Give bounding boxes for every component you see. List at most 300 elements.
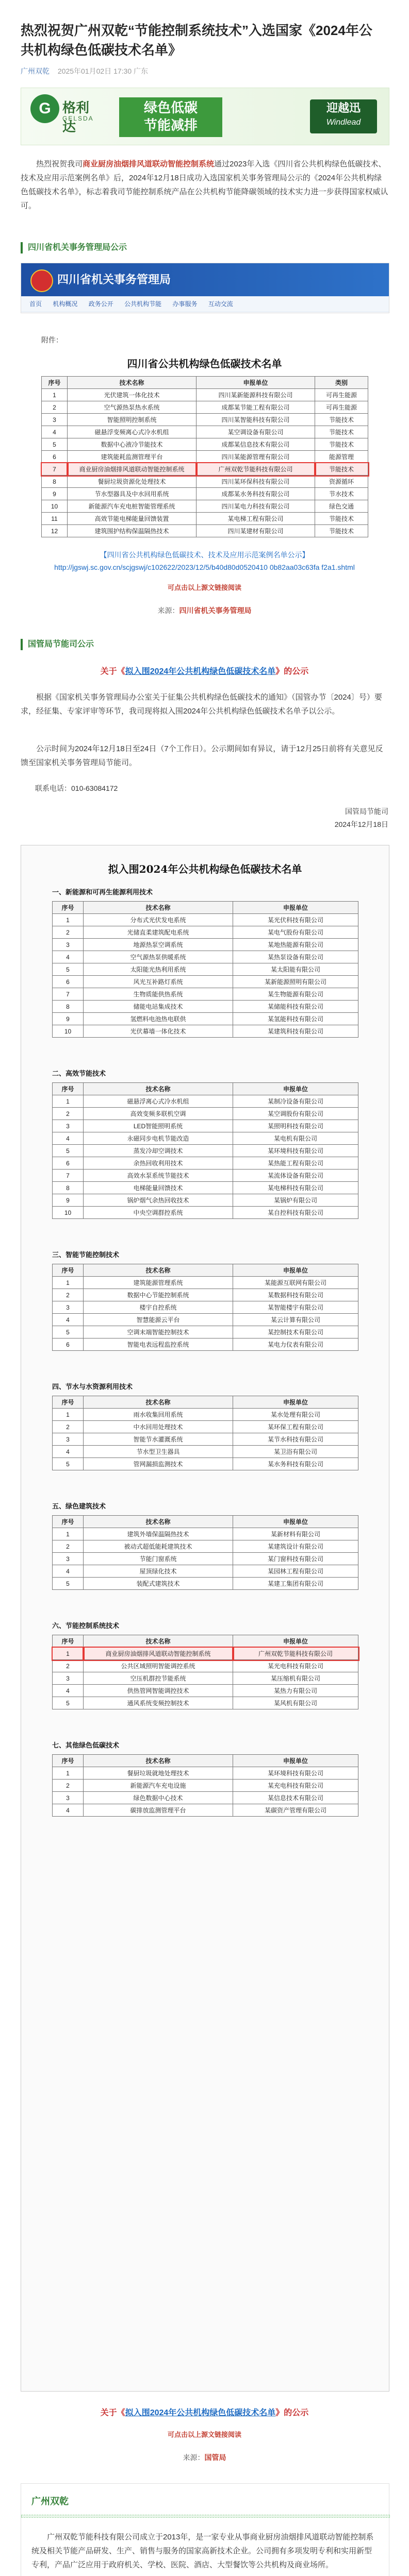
table-cell: LED智能照明系统 xyxy=(84,1120,233,1132)
table-cell: 某电气股份有限公司 xyxy=(233,926,358,939)
table-row xyxy=(53,1207,358,1219)
brand2-en: Windlead xyxy=(326,118,361,127)
table-cell: 电梯能量回馈技术 xyxy=(84,1182,233,1194)
table-cell: 4 xyxy=(53,1804,84,1817)
table-cell: 8 xyxy=(42,476,68,488)
table-cell: 太阳能光热利用系统 xyxy=(84,963,233,976)
table-cell: 2 xyxy=(53,1780,84,1792)
table-cell: 5 xyxy=(53,1458,84,1470)
table-cell: 节能技术 xyxy=(315,438,368,451)
table-cell: 某太阳能有限公司 xyxy=(233,963,358,976)
table-cell: 2 xyxy=(53,926,84,939)
company-card-title: 广州双乾 xyxy=(31,2496,69,2506)
table-row xyxy=(53,1458,358,1470)
table-cell: 某风机有限公司 xyxy=(233,1697,358,1709)
category-table xyxy=(52,1082,358,1219)
windlead-logo xyxy=(310,99,377,133)
table-cell: 2 xyxy=(53,1421,84,1433)
company-intro-card xyxy=(21,2483,389,2576)
table-cell: 某光伏科技有限公司 xyxy=(233,914,358,926)
table-row xyxy=(53,1660,358,1672)
notice-title-link[interactable]: 拟入围2024年公共机构绿色低碳技术名单 xyxy=(125,667,276,676)
table-row xyxy=(42,426,368,438)
table-cell: 某建筑科技有限公司 xyxy=(233,1025,358,1038)
card-divider xyxy=(21,2515,390,2518)
table-cell: 蒸发冷却空调技术 xyxy=(84,1145,233,1157)
section-heading-sichuan: 四川省机关事务管理局公示 xyxy=(21,242,127,253)
table-cell: 楼宇自控系统 xyxy=(84,1301,233,1314)
source-prefix: 来源： xyxy=(183,2453,205,2462)
table-cell: 数据中心节能控制系统 xyxy=(84,1289,233,1301)
table-cell: 某环境科技有限公司 xyxy=(233,1767,358,1780)
doc1-source xyxy=(21,605,388,616)
table-cell: 3 xyxy=(53,1553,84,1565)
table-cell: 某能源互联网有限公司 xyxy=(233,1277,358,1289)
table-row xyxy=(53,1767,358,1780)
table-header-row xyxy=(53,1396,358,1409)
table-cell: 某空调股份有限公司 xyxy=(233,1108,358,1120)
table-cell: 某自控科技有限公司 xyxy=(233,1207,358,1219)
table-cell: 地源热泵空调系统 xyxy=(84,939,233,951)
table-cell: 建筑围护结构保温隔热技术 xyxy=(68,525,197,537)
category-table xyxy=(52,1264,358,1351)
category-table xyxy=(52,1515,358,1590)
table-cell: 四川某能源管理有限公司 xyxy=(197,451,315,463)
table-row xyxy=(53,1565,358,1578)
col-header: 申报单位 xyxy=(233,1516,358,1528)
table-row xyxy=(53,1528,358,1540)
table-cell: 节能技术 xyxy=(315,513,368,525)
table-row xyxy=(53,1446,358,1458)
table-cell: 餐厨垃圾资源化处理技术 xyxy=(68,476,197,488)
table-row xyxy=(53,1277,358,1289)
table-cell: 某信息技术有限公司 xyxy=(233,1792,358,1804)
col-header: 序号 xyxy=(53,1083,84,1095)
table-cell: 光伏建筑一体化技术 xyxy=(68,389,197,401)
national-emblem-icon xyxy=(30,269,53,292)
table-row xyxy=(42,476,368,488)
table-cell: 某电机有限公司 xyxy=(233,1132,358,1145)
table-cell: 8 xyxy=(53,1001,84,1013)
table-row xyxy=(53,1685,358,1697)
category-heading: 一、新能源和可再生能源利用技术 xyxy=(52,888,153,896)
table-cell: 某环境科技有限公司 xyxy=(233,1145,358,1157)
table-cell: 四川某智能科技有限公司 xyxy=(197,414,315,426)
logo-mark-icon: G xyxy=(30,94,59,123)
table-cell: 10 xyxy=(53,1207,84,1219)
table-cell: 生物质能供热系统 xyxy=(84,988,233,1001)
table-cell: 被动式超低能耗建筑技术 xyxy=(84,1540,233,1553)
table-cell: 某控制技术有限公司 xyxy=(233,1326,358,1338)
table-cell: 3 xyxy=(53,1301,84,1314)
category-heading: 二、高效节能技术 xyxy=(52,1070,106,1077)
table-cell: 某建工集团有限公司 xyxy=(233,1578,358,1590)
col-header: 序号 xyxy=(53,1516,84,1528)
table-cell: 节水型器具及中水回用系统 xyxy=(68,488,197,500)
table-cell: 绿色数据中心技术 xyxy=(84,1792,233,1804)
table-cell: 四川某电力科技有限公司 xyxy=(197,500,315,513)
table-cell: 智能电表远程监控系统 xyxy=(84,1338,233,1351)
table-cell: 某电梯科技有限公司 xyxy=(233,1182,358,1194)
table-cell: 成都某节能工程有限公司 xyxy=(197,401,315,414)
table-cell: 高效水泵系统节能技术 xyxy=(84,1170,233,1182)
gov-site-nav xyxy=(21,296,389,312)
col-header: 技术名称 xyxy=(84,1396,233,1409)
table-cell: 某碳资产管理有限公司 xyxy=(233,1804,358,1817)
table-cell: 10 xyxy=(53,1025,84,1038)
table-row xyxy=(53,1421,358,1433)
table-cell: 某电力仪表有限公司 xyxy=(233,1338,358,1351)
table-cell: 5 xyxy=(53,1326,84,1338)
col-header: 申报单位 xyxy=(233,902,358,914)
col-header: 序号 xyxy=(53,902,84,914)
table-row xyxy=(53,1792,358,1804)
table-cell: 节能技术 xyxy=(315,525,368,537)
table-cell: 某水处理有限公司 xyxy=(233,1409,358,1421)
table-cell: 中央空调群控系统 xyxy=(84,1207,233,1219)
table-cell: 6 xyxy=(53,976,84,988)
col-header: 技术名称 xyxy=(68,377,197,389)
table-cell: 节能技术 xyxy=(315,414,368,426)
table-cell: 餐厨垃圾就地处理技术 xyxy=(84,1767,233,1780)
article-title: 热烈祝贺广州双乾“节能控制系统技术”入选国家《2024年公共机构绿色低碳技术名单》 xyxy=(21,23,372,58)
table-row xyxy=(53,1338,358,1351)
table-cell: 某压缩机有限公司 xyxy=(233,1672,358,1685)
table-cell: 商业厨房油烟排风道联动智能控制系统 xyxy=(84,1648,233,1660)
doc1-title: 四川省公共机构绿色低碳技术名单 xyxy=(127,358,282,370)
table-cell: 余热回收利用技术 xyxy=(84,1157,233,1170)
table-cell: 3 xyxy=(53,1672,84,1685)
table-cell: 可再生能源 xyxy=(315,389,368,401)
table-cell: 7 xyxy=(53,1170,84,1182)
table-cell: 1 xyxy=(53,1095,84,1108)
table-row xyxy=(53,1120,358,1132)
table-row xyxy=(53,1025,358,1038)
notice-contact: 联系电话：010-63084172 xyxy=(35,784,118,792)
gov-site-name: 四川省机关事务管理局 xyxy=(57,273,171,286)
table-cell: 3 xyxy=(53,1792,84,1804)
table-cell: 某卫浴有限公司 xyxy=(233,1446,358,1458)
col-header: 序号 xyxy=(53,1635,84,1648)
table-row xyxy=(53,1157,358,1170)
table-row xyxy=(42,451,368,463)
notice-sign-date: 2024年12月18日 xyxy=(334,820,388,828)
table-cell: 氢燃料电池热电联供 xyxy=(84,1013,233,1025)
col-header: 类别 xyxy=(315,377,368,389)
col-header: 技术名称 xyxy=(84,1264,233,1277)
table-cell: 雨水收集回用系统 xyxy=(84,1409,233,1421)
table-cell: 2 xyxy=(53,1108,84,1120)
attachment-label: 附件： xyxy=(41,336,63,344)
table-cell: 高效变频多联机空调 xyxy=(84,1108,233,1120)
category-table xyxy=(52,1635,358,1709)
table-cell: 屋顶绿化技术 xyxy=(84,1565,233,1578)
table-header-row xyxy=(53,1264,358,1277)
table-cell: 光储直柔建筑配电系统 xyxy=(84,926,233,939)
table-cell: 4 xyxy=(42,426,68,438)
table-cell: 空调末端智能控制技术 xyxy=(84,1326,233,1338)
brand-en: GELSDA xyxy=(62,115,94,122)
col-header: 序号 xyxy=(53,1755,84,1767)
table-cell: 5 xyxy=(42,438,68,451)
table-row xyxy=(53,1697,358,1709)
intro-paragraph xyxy=(21,157,388,213)
table-cell: 新能源汽车充电桩智能管理系统 xyxy=(68,500,197,513)
table-row xyxy=(53,1301,358,1314)
table-row xyxy=(53,1170,358,1182)
table-cell: 某照明科技有限公司 xyxy=(233,1120,358,1132)
table-row xyxy=(53,963,358,976)
section-heading-national: 国管局节能司公示 xyxy=(21,639,94,650)
table-cell: 4 xyxy=(53,1132,84,1145)
gov-nav-item[interactable]: 互动交流 xyxy=(208,300,233,308)
read-original-1[interactable]: 可点击以上源文链接阅读 xyxy=(167,584,241,591)
table-row xyxy=(53,1194,358,1207)
table-cell: 9 xyxy=(53,1013,84,1025)
doc2-link-title[interactable]: 拟入围2024年公共机构绿色低碳技术名单 xyxy=(125,2409,276,2417)
table-row xyxy=(42,389,368,401)
brand-cn: 格利达 xyxy=(62,100,90,134)
table-row xyxy=(53,1672,358,1685)
table-cell: 空气源热泵供暖系统 xyxy=(84,951,233,963)
category-heading: 六、节能控制系统技术 xyxy=(52,1622,120,1630)
doc2-link-suffix: 》的公示 xyxy=(275,2409,309,2417)
doc2-link-prefix: 关于《 xyxy=(100,2409,125,2417)
table-row xyxy=(53,1804,358,1817)
table-cell: 节能技术 xyxy=(315,426,368,438)
gov-site-screenshot xyxy=(21,263,389,313)
source-name: 国管局 xyxy=(204,2453,226,2462)
table-cell: 某云计算有限公司 xyxy=(233,1314,358,1326)
source-prefix: 来源： xyxy=(157,606,179,615)
table-cell: 9 xyxy=(42,488,68,500)
table-cell: 8 xyxy=(53,1182,84,1194)
gov-site-header xyxy=(21,263,389,296)
table-cell: 风光互补路灯系统 xyxy=(84,976,233,988)
table-cell: 10 xyxy=(42,500,68,513)
table-cell: 节能技术 xyxy=(315,463,368,476)
table-cell: 某生物能源有限公司 xyxy=(233,988,358,1001)
table-cell: 成都某水务科技有限公司 xyxy=(197,488,315,500)
table-cell: 某节水科技有限公司 xyxy=(233,1433,358,1446)
table-cell: 智能照明控制系统 xyxy=(68,414,197,426)
category-table xyxy=(52,901,358,1038)
brand2-cn: 迎越迅 xyxy=(326,101,361,114)
table-cell: 建筑外墙保温隔热技术 xyxy=(84,1528,233,1540)
table-cell: 9 xyxy=(53,1194,84,1207)
col-header: 申报单位 xyxy=(233,1635,358,1648)
category-heading: 四、节水与水资源利用技术 xyxy=(52,1383,133,1391)
gov-nav-item[interactable]: 机构概况 xyxy=(53,300,78,308)
notice-suffix: 》的公示 xyxy=(275,667,309,676)
author-link[interactable]: 广州双乾 xyxy=(21,67,50,75)
table-row xyxy=(53,1095,358,1108)
table-cell: 某电梯工程有限公司 xyxy=(197,513,315,525)
col-header: 技术名称 xyxy=(84,1083,233,1095)
table-cell: 储能电站集成技术 xyxy=(84,1001,233,1013)
table-cell: 某充电科技有限公司 xyxy=(233,1780,358,1792)
table-cell: 5 xyxy=(53,963,84,976)
table-cell: 某制冷设备有限公司 xyxy=(233,1095,358,1108)
col-header: 技术名称 xyxy=(84,902,233,914)
table-row xyxy=(53,1314,358,1326)
table-cell: 新能源汽车充电设施 xyxy=(84,1780,233,1792)
table-row xyxy=(53,1289,358,1301)
table-cell: 公共区域照明智能调控系统 xyxy=(84,1660,233,1672)
table-row xyxy=(53,988,358,1001)
table-cell: 智慧能源云平台 xyxy=(84,1314,233,1326)
article-meta xyxy=(21,66,148,76)
table-cell: 四川某新能源科技有限公司 xyxy=(197,389,315,401)
table-cell: 12 xyxy=(42,525,68,537)
table-cell: 7 xyxy=(42,463,68,476)
table-cell: 供热管网智能调控技术 xyxy=(84,1685,233,1697)
table-cell: 空压机群控节能系统 xyxy=(84,1672,233,1685)
table-header-row xyxy=(42,377,368,389)
table-cell: 1 xyxy=(42,389,68,401)
table-cell: 某数据科技有限公司 xyxy=(233,1289,358,1301)
table-cell: 高效节能电梯能量回馈装置 xyxy=(68,513,197,525)
table-row xyxy=(53,1540,358,1553)
table-cell: 某新材料有限公司 xyxy=(233,1528,358,1540)
table-cell: 3 xyxy=(53,1120,84,1132)
table-cell: 装配式建筑技术 xyxy=(84,1578,233,1590)
table-row xyxy=(42,513,368,525)
table-row xyxy=(53,1780,358,1792)
doc1-link-url[interactable]: http://jgswj.sc.gov.cn/scjgswj/c102622/2023/12/5/b40d80d0520410 0b82aa03c63fa f2a1.shtml xyxy=(54,563,355,571)
table-cell: 分布式光伏发电系统 xyxy=(84,914,233,926)
table-cell: 节水型卫生器具 xyxy=(84,1446,233,1458)
table-cell: 7 xyxy=(53,988,84,1001)
table-row xyxy=(53,926,358,939)
table-cell: 中水回用处理技术 xyxy=(84,1421,233,1433)
table-cell: 某光电科技有限公司 xyxy=(233,1660,358,1672)
table-cell: 1 xyxy=(53,1528,84,1540)
category-heading: 七、其他绿色低碳技术 xyxy=(52,1741,120,1749)
national-list-document xyxy=(21,845,389,2392)
table-cell: 能源管理 xyxy=(315,451,368,463)
gov-nav-item[interactable]: 首页 xyxy=(29,300,42,308)
table-cell: 某园林工程有限公司 xyxy=(233,1565,358,1578)
notice-title[interactable] xyxy=(21,665,388,676)
table-row xyxy=(53,1648,358,1660)
col-header: 序号 xyxy=(53,1396,84,1409)
table-cell: 5 xyxy=(53,1578,84,1590)
table-cell: 某空调设备有限公司 xyxy=(197,426,315,438)
table-row xyxy=(53,1001,358,1013)
table-header-row xyxy=(53,1516,358,1528)
col-header: 申报单位 xyxy=(233,1083,358,1095)
table-cell: 某地热能源有限公司 xyxy=(233,939,358,951)
slogan-line2: 节能减排 xyxy=(143,117,198,133)
table-cell: 磁悬浮离心式冷水机组 xyxy=(84,1095,233,1108)
doc1-link-title[interactable]: 【四川省公共机构绿色低碳技术、技术及应用示范案例名单公示】 xyxy=(100,551,309,559)
table-cell: 永磁同步电机节能改造 xyxy=(84,1132,233,1145)
table-cell: 某热力有限公司 xyxy=(233,1685,358,1697)
read-original-2[interactable]: 可点击以上源文链接阅读 xyxy=(167,2431,241,2438)
table-cell: 1 xyxy=(53,1277,84,1289)
category-table xyxy=(52,1396,358,1470)
table-row xyxy=(53,951,358,963)
table-header-row xyxy=(53,1083,358,1095)
table-cell: 5 xyxy=(53,1697,84,1709)
table-cell: 4 xyxy=(53,1314,84,1326)
doc1-link[interactable] xyxy=(21,549,388,573)
table-row xyxy=(53,976,358,988)
table-cell: 某热泵设备有限公司 xyxy=(233,951,358,963)
col-header: 申报单位 xyxy=(233,1755,358,1767)
col-header: 申报单位 xyxy=(233,1396,358,1409)
gov-nav-item[interactable]: 办事服务 xyxy=(172,300,198,308)
notice-body-1: 根据《国家机关事务管理局办公室关于征集公共机构绿色低碳技术的通知》（国管办节〔2024〕号）要求，经征集、专家评审等环节，我司现将拟入围2024年公共机构绿色低碳技术名单予以公示。 xyxy=(21,693,382,716)
table-cell: 资源循环 xyxy=(315,476,368,488)
table-row xyxy=(53,939,358,951)
gov-nav-item[interactable]: 公共机构节能 xyxy=(124,300,162,308)
table-cell: 智能节水灌溉系统 xyxy=(84,1433,233,1446)
table-cell: 3 xyxy=(53,939,84,951)
table-cell: 建筑能耗监测管理平台 xyxy=(68,451,197,463)
table-cell: 可再生能源 xyxy=(315,401,368,414)
table-header-row xyxy=(53,902,358,914)
slogan-line1: 绿色低碳 xyxy=(143,100,198,115)
table-row xyxy=(53,1013,358,1025)
table-cell: 1 xyxy=(53,1409,84,1421)
table-row xyxy=(42,463,368,476)
table-cell: 空气源热泵热水系统 xyxy=(68,401,197,414)
table-cell: 广州双乾节能科技有限公司 xyxy=(233,1648,358,1660)
source-name: 四川省机关事务管理局 xyxy=(179,606,252,615)
table-cell: 绿色交通 xyxy=(315,500,368,513)
notice-prefix: 关于《 xyxy=(100,667,125,676)
table-cell: 2 xyxy=(53,1289,84,1301)
table-row xyxy=(42,401,368,414)
table-cell: 某水务科技有限公司 xyxy=(233,1458,358,1470)
table-cell: 某门窗科技有限公司 xyxy=(233,1553,358,1565)
category-heading: 五、绿色建筑技术 xyxy=(52,1502,106,1510)
table-cell: 1 xyxy=(53,1767,84,1780)
table-cell: 4 xyxy=(53,951,84,963)
table-row xyxy=(42,525,368,537)
col-header: 技术名称 xyxy=(84,1635,233,1648)
table-cell: 磁悬浮变频离心式冷水机组 xyxy=(68,426,197,438)
table-cell: 3 xyxy=(53,1433,84,1446)
table-row xyxy=(53,1132,358,1145)
table-header-row xyxy=(53,1755,358,1767)
table-cell: 2 xyxy=(42,401,68,414)
category-heading: 三、智能节能控制技术 xyxy=(52,1251,120,1259)
table-row xyxy=(53,1145,358,1157)
table-cell: 6 xyxy=(53,1157,84,1170)
notice-body-2: 公示时间为2024年12月18日至24日（7个工作日）。公示期间如有异议，请于12月25日前将有关意见反馈至国家机关事务管理局节能司。 xyxy=(21,744,383,767)
table-cell: 某建筑设计有限公司 xyxy=(233,1540,358,1553)
table-cell: 节水技术 xyxy=(315,488,368,500)
table-cell: 数据中心液冷节能技术 xyxy=(68,438,197,451)
table-cell: 某锅炉有限公司 xyxy=(233,1194,358,1207)
intro-suffix: 通过2023年入选《四川省公共机构绿色低碳技术、技术及应用示范案例名单》后，2024年12月18日成功入选国家机关事务管理局公示的《2024年公共机构绿色低碳技术名单》，标志着我司节能控制系统产品在公共机构节能降碳领域的技术实力进一步获得国家权威认可。 xyxy=(21,160,388,210)
company-para-1: 广州双乾节能科技有限公司成立于2013年，是一家专业从事商业厨房油烟排风道联动智能控制系统及相关节能产品研发、生产、销售与服务的国家高新技术企业。公司拥有多项发明专利和实用新型专利，产品广泛应用于政府机关、学校、医院、酒店、大型餐饮等公共机构及商业场所。 xyxy=(31,2533,374,2569)
publish-date: 2025年01月02日 17:30 广东 xyxy=(57,67,148,75)
table-cell: 1 xyxy=(53,1648,84,1660)
col-header: 技术名称 xyxy=(84,1755,233,1767)
col-header: 序号 xyxy=(53,1264,84,1277)
col-header: 序号 xyxy=(42,377,68,389)
table-row xyxy=(42,488,368,500)
gov-nav-item[interactable]: 政务公开 xyxy=(88,300,113,308)
col-header: 技术名称 xyxy=(84,1516,233,1528)
table-cell: 节能门窗系统 xyxy=(84,1553,233,1565)
table-cell: 四川某建材有限公司 xyxy=(197,525,315,537)
doc2-link[interactable] xyxy=(21,2406,388,2418)
